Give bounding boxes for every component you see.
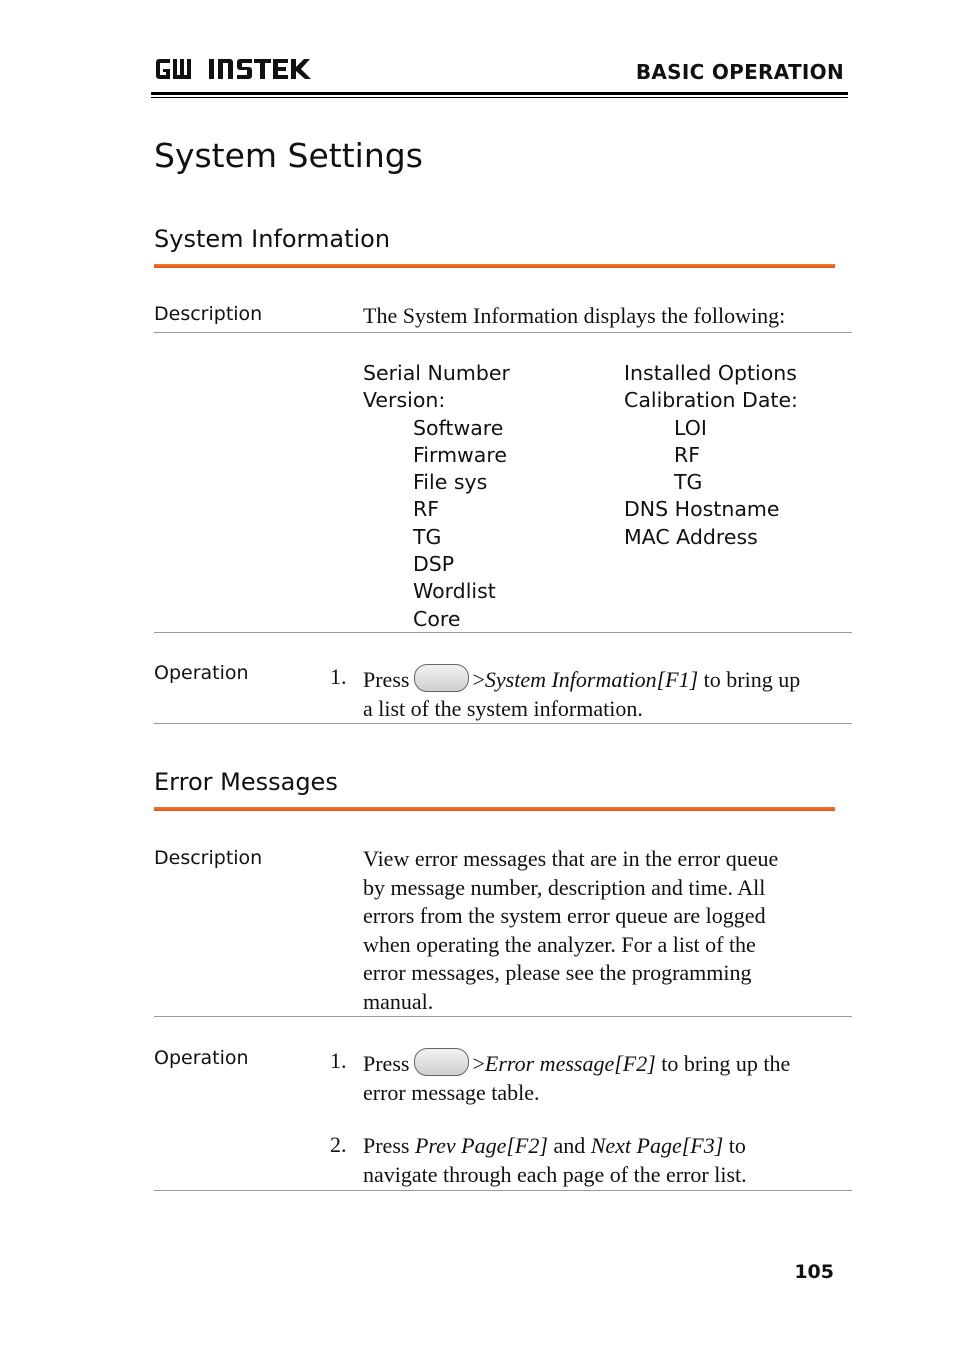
step-number: 1. [330,664,347,689]
operation-step [363,1048,790,1107]
step-text: a list of the system information. [363,695,643,721]
description-text [363,845,778,1016]
page-title: System Settings [154,136,423,175]
step-text: to bring up the [655,1051,791,1076]
list-item: LOI [674,415,707,440]
operation-step [363,1132,747,1189]
description-label: Description [154,303,263,325]
section-title-system-information: System Information [154,225,391,253]
header-rule [151,92,848,95]
step-text: Press [363,1051,410,1076]
system-key-icon [414,1048,469,1076]
page-number: 105 [794,1261,834,1283]
description-text: The System Information displays the following: [363,303,786,328]
softkey-name: Prev Page[F2] [414,1133,548,1158]
list-item: Firmware [413,442,507,467]
softkey-name: Error message[F2] [484,1051,656,1076]
step-number: 2. [330,1132,347,1157]
text-line: by message number, description and time. All [363,874,766,900]
list-item: RF [413,497,440,522]
section-title-error-messages: Error Messages [154,768,338,796]
softkey-name: Next Page[F3] [590,1133,724,1158]
row-divider [154,1190,852,1191]
step-text: to [723,1133,746,1158]
gw-instek-logo [154,56,324,82]
list-item: Calibration Date: [624,388,798,413]
header-section-title: BASIC OPERATION [635,60,844,84]
list-item: Wordlist [413,579,496,604]
step-text: Press [363,667,410,692]
step-text: and [547,1133,591,1158]
operation-label: Operation [154,1047,249,1069]
step-text: Press [363,1133,415,1158]
row-divider [154,332,852,333]
step-text: > [472,1051,485,1076]
text-line: errors from the system error queue are logged [363,903,766,928]
text-line: manual. [363,988,434,1014]
step-text: > [472,667,485,692]
section-rule [154,264,835,268]
operation-step [363,664,800,723]
list-item: TG [413,524,442,549]
row-divider [154,632,852,633]
list-item: TG [674,470,703,495]
softkey-name: System Information[F1] [484,667,699,692]
list-item: DNS Hostname [624,497,780,522]
text-line: View error messages that are in the error queue [363,846,779,871]
list-item: MAC Address [624,524,758,549]
info-list-left [363,360,510,633]
list-item: Core [413,606,461,631]
description-label: Description [154,847,263,869]
list-item: RF [674,442,701,467]
text-line: when operating the analyzer. For a list of the [363,931,756,957]
list-item: Installed Options [624,361,797,385]
list-item: Software [413,415,504,440]
list-item: Version: [363,388,446,413]
list-item: File sys [413,470,488,495]
step-text: error message table. [363,1079,540,1105]
list-item: DSP [413,552,455,577]
operation-label: Operation [154,662,249,684]
section-rule [154,807,835,811]
step-number: 1. [330,1048,347,1073]
system-key-icon [414,664,469,692]
text-line: error messages, please see the programming [363,960,752,985]
row-divider [154,1016,852,1017]
header-rule-thin [151,97,848,98]
step-text: navigate through each page of the error list. [363,1161,747,1187]
list-item: Serial Number [363,361,510,385]
row-divider [154,723,852,724]
step-text: to bring up [698,667,801,692]
info-list-right [624,360,798,551]
